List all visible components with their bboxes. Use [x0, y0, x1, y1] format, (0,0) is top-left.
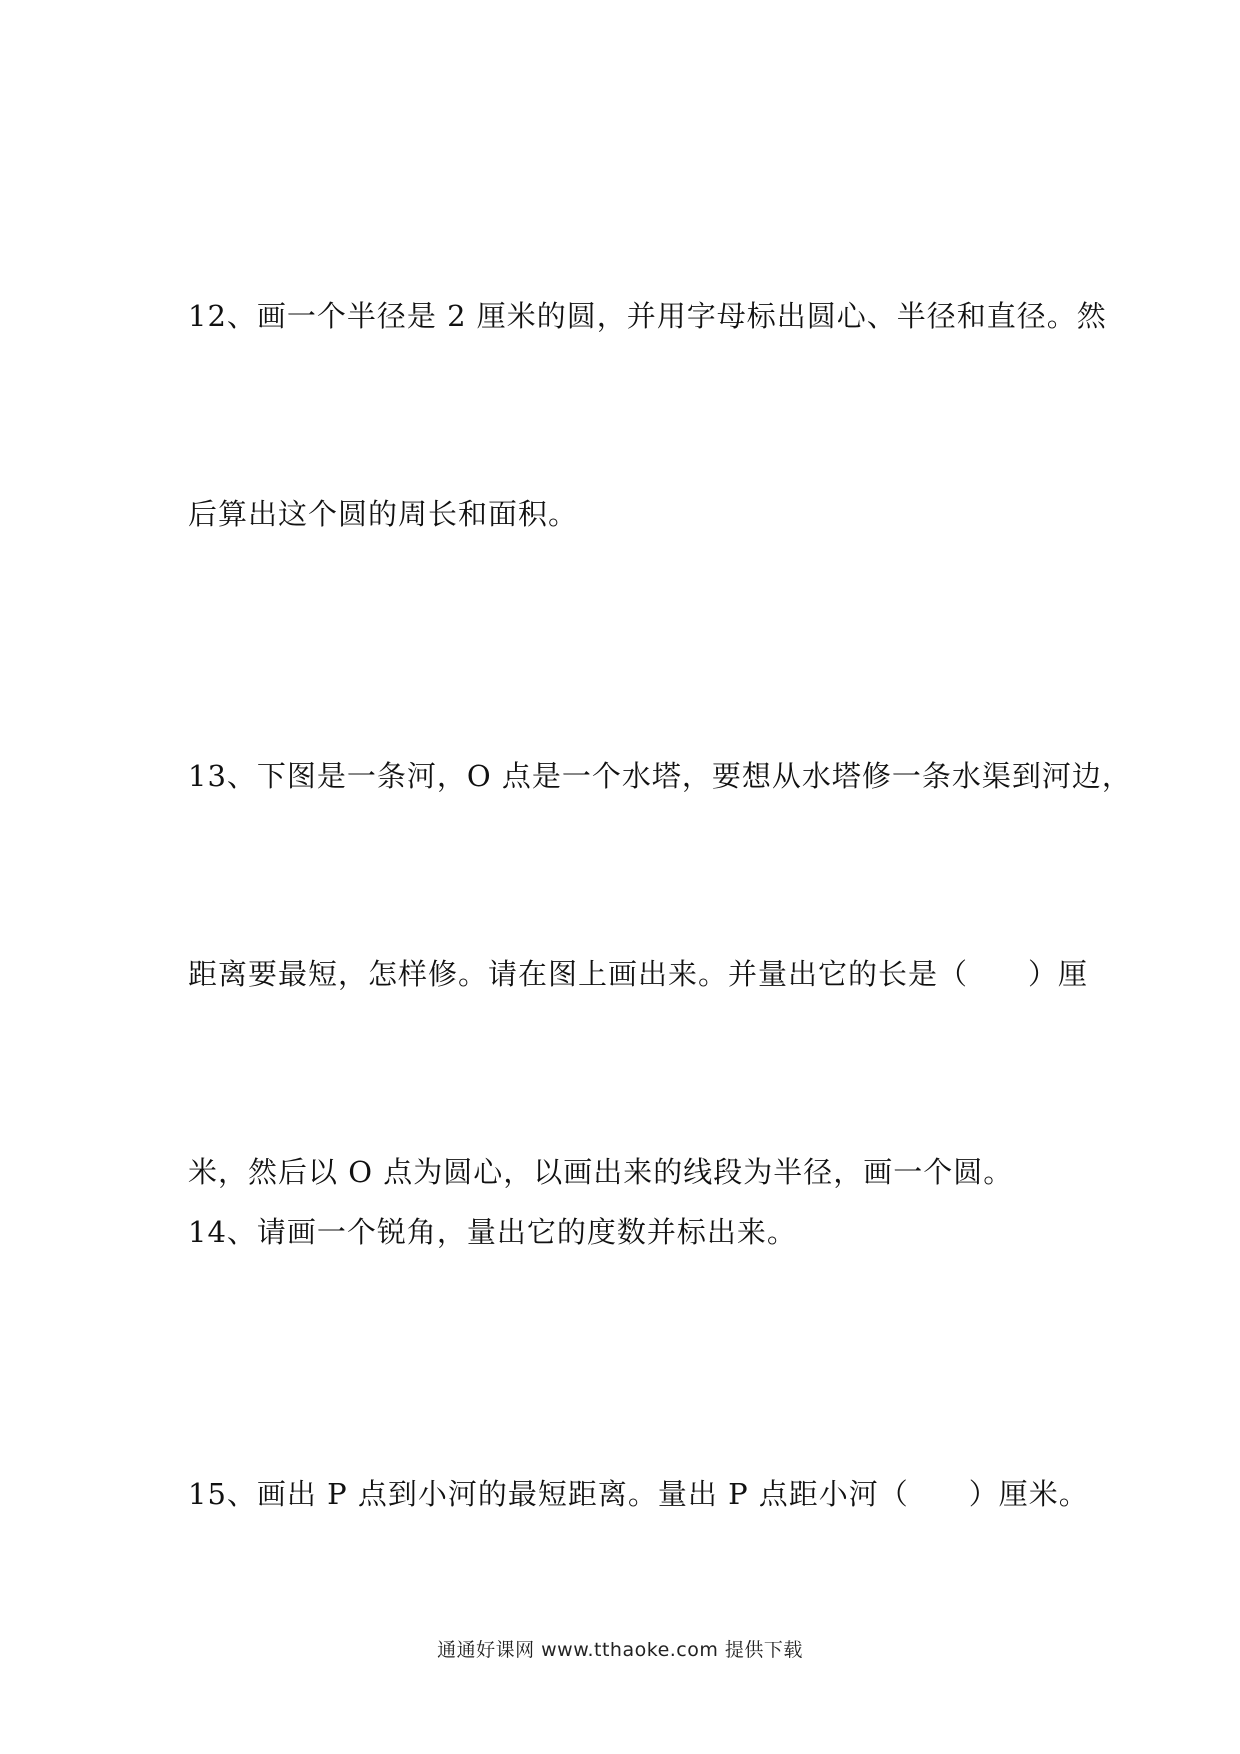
question-12	[188, 151, 1107, 679]
question-13-line-3: 米，然后以 O 点为圆心，以画出来的线段为半径，画一个圆。	[188, 1155, 1014, 1189]
question-15	[188, 1329, 1089, 1659]
question-12-line-2: 后算出这个圆的周长和面积。	[188, 497, 579, 531]
question-12-line-1: 12、画一个半径是 2 厘米的圆，并用字母标出圆心、半径和直径。然	[188, 299, 1107, 333]
page-footer: 通通好课网 www.tthaoke.com 提供下载	[437, 1639, 803, 1661]
question-13-line-2: 距离要最短，怎样修。请在图上画出来。并量出它的长是（ ）厘	[188, 957, 1089, 991]
question-14-line-1: 14、请画一个锐角，量出它的度数并标出来。	[188, 1215, 797, 1249]
question-15-line-1: 15、画出 P 点到小河的最短距离。量出 P 点距小河（ ）厘米。	[188, 1477, 1089, 1511]
question-13-line-1: 13、下图是一条河，O 点是一个水塔，要想从水塔修一条水渠到河边，	[188, 759, 1132, 793]
